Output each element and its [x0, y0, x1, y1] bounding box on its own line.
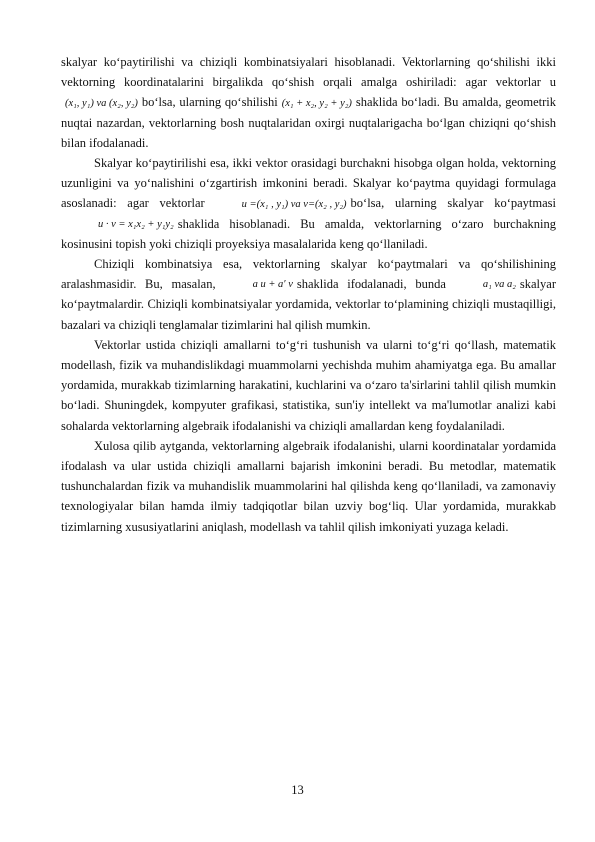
page-number: 13 — [291, 783, 304, 797]
paragraph-3-text-a: Chiziqli kombinatsiya esa, vektorlarning skalyar ko‘paytmalari va qo‘shilishining aralashmasidir. Bu, masalan, — [61, 257, 556, 292]
formula-vector-sum: (x₁ + x₂, y₂ + y₂) — [281, 97, 352, 109]
formula-scalars: a₁ va a₂ — [482, 279, 516, 291]
paragraph-2-text-a: Skalyar ko‘paytirilishi esa, ikki vektor orasidagi burchakni hisobga olgan holda, vektorning uzunligini va yo‘nalishini o‘zgartirish imkonini beradi. Skalyar ko‘paytma quyidagi formulaga asoslanadi: agar vektorlar — [61, 156, 556, 211]
formula-vectors-u-v: u =(x₁ , y₁) va v=(x₂ , y₂) — [241, 198, 347, 210]
formula-linear-combination: a u + a′ v — [252, 279, 293, 291]
formula-dot-product: u · v = x₁x₂ + y₁y₂ — [98, 218, 174, 230]
paragraph-2-text-b: bo‘lsa, ularning skalyar ko‘paytmasi — [350, 196, 556, 211]
paragraph-2-text-c: shaklida hisoblanadi. Bu amalda, vektorlarning o‘zaro burchakning kosinusini topish yoki chiziqli proyeksiya masalalarida keng qo‘llaniladi. — [61, 216, 556, 251]
paragraph-1-text-c: shaklida bo‘ladi. Bu amalda, geometrik nuqtai nazardan, vektorlarning bosh nuqtalaridan oxirgi nuqtalarigacha bo‘lgan chiziqni qo‘shish bilan ifodalanadi. — [61, 95, 556, 150]
paragraph-1 — [61, 52, 556, 153]
paragraph-1-text-a: skalyar ko‘paytirilishi va chiziqli kombinatsiyalari hisoblanadi. Vektorlarning qo‘shilishi ikki vektorning koordinatalarini birgalikda qo‘shish orqali amalga oshiriladi: agar vektorlar u — [61, 55, 556, 90]
paragraph-5: Xulosa qilib aytganda, vektorlarning algebraik ifodalanishi, ularni koordinatalar yordamida ifodalash va ular ustida chiziqli amallarni bajarish imkonini beradi. Bu metodlar, matematik tushunchalardan fizik va muhandislik muammolarini hal qilishda keng qo‘llaniladi, va zamonaviy texnologiyalar bilan hamda ilmiy tadqiqotlar bilan uzviy bog‘liq. Ular yordamida, murakkab tizimlarning xususiyatlarini aniqlash, modellash va tahlil qilish imkoniyati yuzaga keladi. — [61, 438, 556, 534]
formula-vector-pair: (x₁, y₁) va (x₂, y₂) — [65, 97, 138, 109]
paragraph-1-text-b: bo‘lsa, ularning qo‘shilishi — [141, 95, 278, 110]
paragraph-4: Vektorlar ustida chiziqli amallarni to‘g‘ri tushunish va ularni to‘g‘ri qo‘llash, matematik modellash, fizik va muhandislikdagi muammolarni yechishda muhim ahamiyatga ega. Bu amallar yordamida, murakkab tizimlarning harakatini, kuchlarini va o‘zaro ta'sirlarini tahlil qilish mumkin bo‘ladi. Shuningdek, kompyuter grafikasi, statistika, sun'iy intellekt va ma'lumotlar analizi kabi sohalarda vektorlarning algebraik ifodalanishi va chiziqli amallardan keng foydalaniladi. — [61, 337, 556, 433]
paragraph-2 — [61, 153, 556, 254]
paragraph-3-text-b: shaklida ifodalanadi, bunda — [296, 277, 446, 292]
document-page — [61, 52, 556, 537]
paragraph-3 — [61, 254, 556, 335]
paragraph-3-text-c: skalyar ko‘paytmalardir. Chiziqli kombinatsiyalar yordamida, vektorlar to‘plamining chiziqli mustaqilligi, bazalari va chiziqli tenglamalar tizimlarini hal qilish mumkin. — [61, 277, 556, 332]
